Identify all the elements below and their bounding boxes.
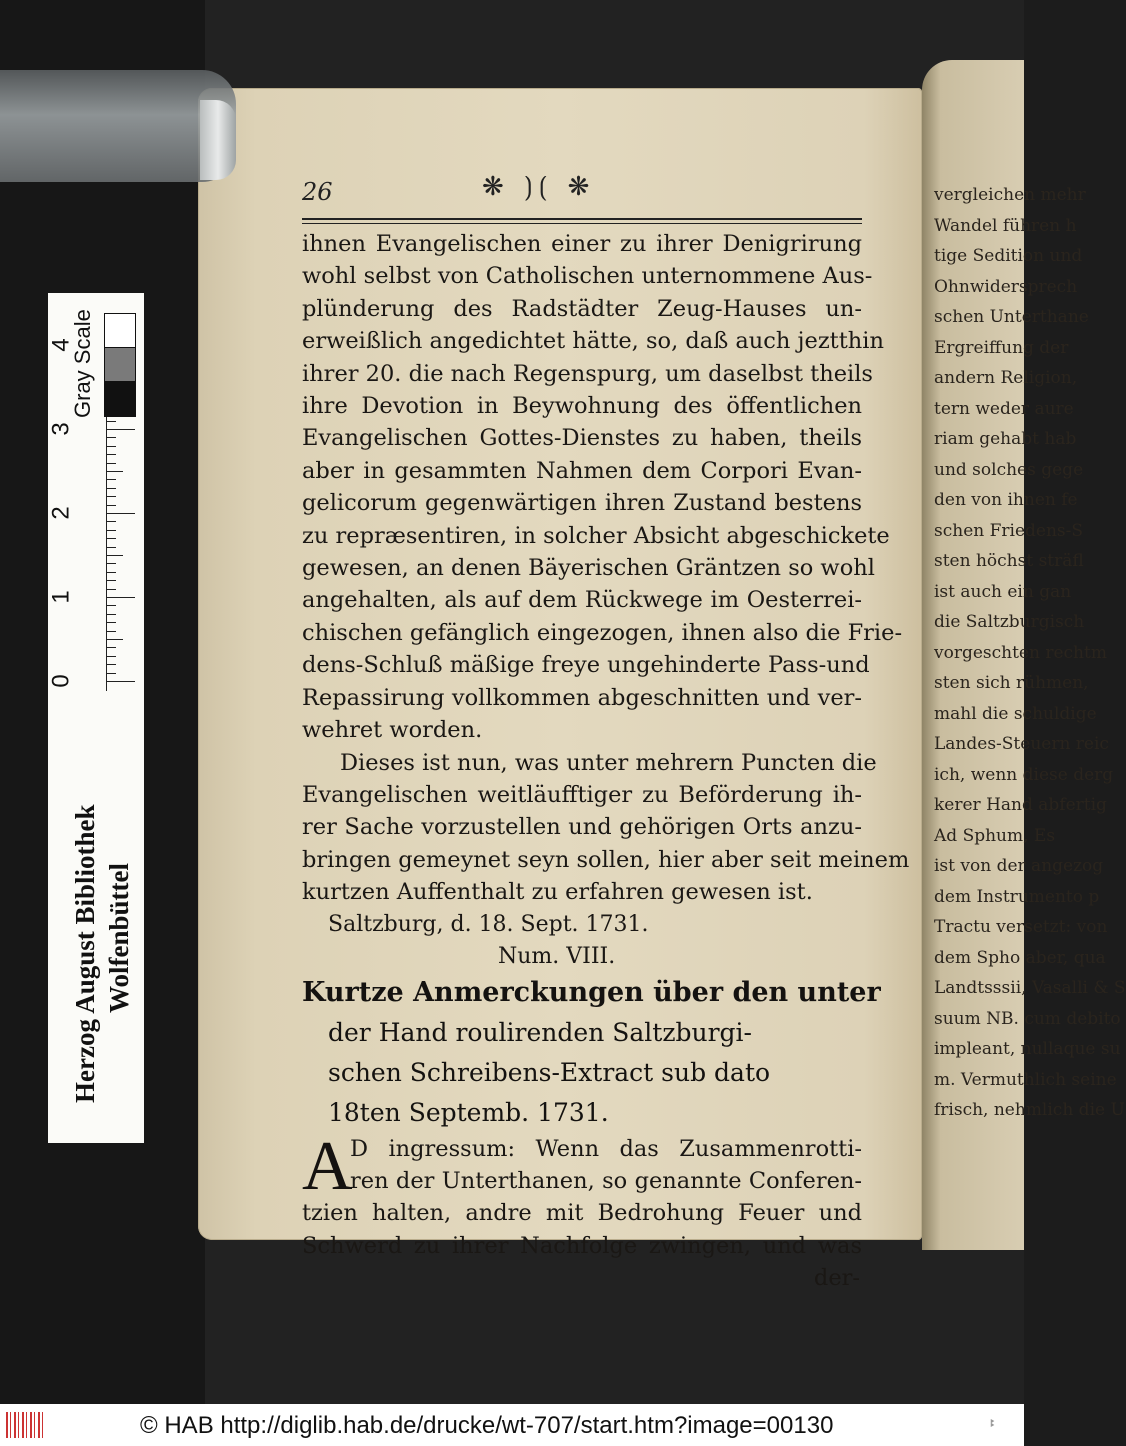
facing-line: riam gehabt hab: [934, 429, 1077, 449]
heading-line: schen Schreibens-Extract sub dato: [328, 1057, 771, 1087]
facing-line: Landtsssii, Vasalli & S: [934, 978, 1126, 998]
facing-line: Ohnwidersprech: [934, 276, 1078, 297]
drop-cap: A: [302, 1127, 353, 1205]
text-line: chischen gefänglich eingezogen, ihnen also die Frie-: [302, 619, 903, 646]
facing-line: kerer Hand abfertig: [934, 795, 1107, 815]
glass-weight-edge: [200, 100, 236, 180]
paragraph-3-rest: [302, 1197, 862, 1262]
copyright-url[interactable]: © HAB http://diglib.hab.de/drucke/wt-707/start.htm?image=00130: [140, 1412, 834, 1439]
ruler-tick: [107, 622, 116, 623]
text-line: kurtzen Auffenthalt zu erfahren gewesen ist.: [302, 879, 813, 906]
text-line: aber in gesammten Nahmen dem Corpori Evan-: [302, 457, 862, 484]
ruler-tick: [107, 555, 123, 556]
ruler-tick: [107, 479, 116, 480]
text-line: Evangelischen Gottes-Dienstes zu haben, theils: [302, 425, 862, 452]
ruler-tick: [107, 463, 116, 464]
paragraph-1: [302, 228, 903, 747]
text-line: ihnen Evangelischen einer zu ihrer Denigrirung: [302, 231, 862, 257]
ruler-tick: [107, 631, 116, 632]
text-line: ihre Devotion in Beywohnung des öffentlichen: [302, 393, 862, 420]
book-page: [198, 88, 922, 1292]
facing-line: sten höchst sträfl: [934, 551, 1084, 571]
barcode-icon: [6, 1412, 46, 1438]
text-line: wohl selbst von Catholischen unternommene Aus-: [302, 263, 873, 290]
gray-swatch-mid: [104, 347, 136, 383]
facing-line: andern Religion,: [934, 368, 1078, 388]
institution-location: Wolfenbüttel: [104, 862, 134, 1013]
num-label: Num. VIII.: [498, 943, 616, 969]
ruler-tick: [107, 488, 116, 489]
institution-name: Herzog August Bibliothek: [70, 804, 100, 1103]
paragraph-2: [302, 747, 910, 909]
ruler-tick: [107, 521, 116, 522]
ruler-tick: [107, 664, 116, 665]
gray-swatch-black: [104, 381, 136, 417]
scale-card: [48, 293, 144, 1143]
text-line: angehalten, als auf dem Rückwege im Oesterrei-: [302, 587, 862, 614]
ruler-tick: [107, 505, 116, 506]
ruler-label: 4: [47, 338, 75, 352]
facing-line: und solches gege: [934, 459, 1084, 480]
text-line: Repassirung vollkommen abgeschnitten und ver-: [302, 684, 862, 711]
facing-line: frisch, nehmlich die U: [934, 1100, 1125, 1120]
facing-line: ist von der angezog: [934, 856, 1104, 876]
ruler-tick: [107, 605, 116, 606]
ruler-tick: [107, 681, 135, 682]
facing-line: Tractu versetzt: von: [934, 917, 1108, 937]
menu-icon[interactable]: ꔪ: [990, 1418, 998, 1430]
facing-line: tern weder aure: [934, 398, 1074, 419]
heading-line: der Hand roulirenden Saltzburgi-: [328, 1017, 752, 1047]
section-heading: [302, 973, 881, 1133]
text-line: Schwerd zu ihrer Nachfolge zwingen, und was: [302, 1232, 862, 1259]
text-line: rer Sache vorzustellen und gehörigen Orts anzu-: [302, 814, 862, 841]
header-rule: [302, 218, 862, 224]
ruler-tick: [107, 673, 116, 674]
page-header: [302, 172, 862, 208]
ruler-tick: [107, 421, 116, 422]
facing-line: ich, wenn diese derg: [934, 764, 1114, 785]
paragraph-3: [302, 1127, 862, 1295]
facing-line: schen Unterthane: [934, 307, 1089, 327]
facing-line: sten sich rühmen,: [934, 673, 1089, 693]
ruler-tick: [107, 530, 116, 531]
ruler-tick: [107, 437, 116, 438]
facing-line: Ergreiffung der: [934, 337, 1069, 358]
text-line: bringen gemeynet seyn sollen, hier aber seit meinem: [302, 846, 910, 873]
facing-line: mahl die schuldige: [934, 703, 1097, 724]
facing-line: Ad Sphum, Es: [934, 825, 1056, 846]
ruler-tick: [107, 446, 116, 447]
facing-page: [922, 60, 1126, 1250]
text-line: ihrer 20. die nach Regenspurg, um daselbst theils: [302, 360, 873, 387]
text-line: erweißlich angedichtet hätte, so, daß auch jeztthin: [302, 328, 884, 355]
heading-line: Kurtze Anmerckungen über den unter: [302, 976, 881, 1008]
ruler-tick: [107, 589, 116, 590]
ruler-tick: [107, 547, 116, 548]
ruler-tick: [107, 572, 116, 573]
dateline: Saltzburg, d. 18. Sept. 1731.: [328, 911, 649, 937]
facing-line: die Saltzburgisch: [934, 612, 1085, 632]
facing-line: suum NB. cum debito: [934, 1008, 1121, 1029]
ruler-label: 0: [47, 674, 75, 688]
facing-line: Wandel führen h: [934, 215, 1077, 236]
page-content: [302, 172, 910, 1295]
ruler-tick: [107, 538, 116, 539]
facing-line: vergleichen mehr: [934, 185, 1086, 205]
facing-line: impleant, nullaque su: [934, 1039, 1121, 1059]
text-line: gewesen, an denen Bäyerischen Gräntzen so wohl: [302, 555, 875, 582]
catchword: der-: [813, 1265, 860, 1292]
text-line: D ingressum: Wenn das Zusammenrotti-: [350, 1135, 862, 1162]
ruler-tick: [107, 513, 135, 514]
facing-line: Landes-Steuern reic: [934, 734, 1109, 754]
ruler-tick: [107, 496, 116, 497]
text-line: Dieses ist nun, was unter mehrern Puncten die: [340, 749, 877, 776]
paragraph-3-capped-lines: [302, 1127, 862, 1205]
text-line: ren der Unterthanen, so genannte Conferen-: [350, 1167, 862, 1194]
ruler-tick: [107, 639, 123, 640]
footer-bar: [0, 1404, 1024, 1446]
facing-page-text: [934, 180, 1126, 1210]
ruler-tick: [107, 597, 135, 598]
gray-scale-label: Gray Scale: [70, 309, 95, 418]
facing-line: vorgeschten rechtm: [934, 642, 1107, 663]
facing-line: schen Friedens-S: [934, 520, 1084, 541]
ruler-label: 1: [47, 590, 75, 604]
text-line: gelicorum gegenwärtigen ihren Zustand bestens: [302, 490, 862, 517]
ruler-tick: [107, 471, 123, 472]
ruler-tick: [107, 614, 116, 615]
ruler-tick: [107, 656, 116, 657]
text-line: plünderung des Radstädter Zeug-Hauses un-: [302, 295, 862, 322]
ruler-tick: [107, 580, 116, 581]
facing-line: ist auch ein gan: [934, 581, 1072, 602]
text-line: zu repræsentiren, in solcher Absicht abgeschickete: [302, 522, 890, 549]
ruler-tick: [107, 563, 116, 564]
text-line: dens-Schluß mäßige freye ungehinderte Pass-und: [302, 652, 870, 679]
facing-line: den von ihnen fe: [934, 490, 1078, 510]
ruler-label: 2: [47, 506, 75, 520]
facing-line: tige Sedition und: [934, 246, 1083, 266]
ruler-label: 3: [47, 422, 75, 436]
text-line: wehret worden.: [302, 717, 483, 744]
ruler-tick: [107, 647, 116, 648]
heading-line: 18ten Septemb. 1731.: [328, 1097, 609, 1127]
ruler-tick: [107, 454, 116, 455]
ruler-tick: [107, 429, 135, 430]
text-line: Evangelischen weitläufftiger zu Beförderung ih-: [302, 781, 862, 808]
gray-swatch-white: [104, 313, 136, 349]
text-line: tzien halten, andre mit Bedrohung Feuer und: [302, 1200, 862, 1227]
header-ornament: ❋ ⟯⟮ ❋: [482, 172, 596, 202]
page-number: 26: [302, 178, 333, 206]
facing-line: dem Instrumento p: [934, 886, 1100, 907]
facing-line: m. Vermuthlich seine: [934, 1069, 1117, 1090]
facing-line: dem Spho aber, qua: [934, 947, 1106, 968]
